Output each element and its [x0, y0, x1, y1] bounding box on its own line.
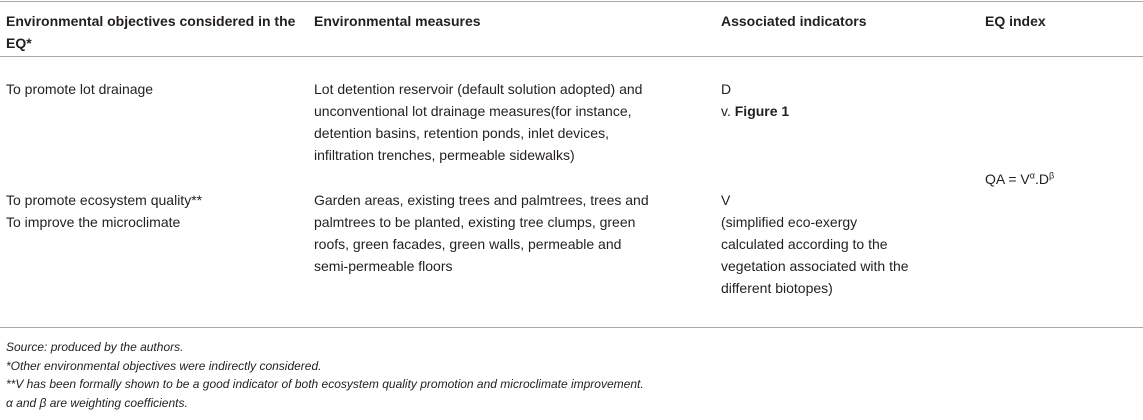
- footnote-1: *Other environmental objectives were indirectly considered.: [6, 358, 322, 373]
- header-eq-index: EQ index: [985, 13, 1046, 29]
- row1-indicator-letter: D: [721, 81, 732, 97]
- row2-indicator-letter: V: [721, 192, 731, 208]
- table-bottom-rule: [0, 327, 1143, 328]
- eq-index-exp-alpha: α: [1029, 170, 1035, 181]
- figure-1-link[interactable]: Figure 1: [734, 103, 790, 119]
- footnote-3: α and β are weighting coefficients.: [6, 395, 188, 410]
- row2-measures: Garden areas, existing trees and palmtrees, trees and palmtrees to be planted, existing tree clumps, green roofs, green facades, green walls, permeable and semi-permeable floors: [314, 192, 649, 274]
- row1-measures: Lot detention reservoir (default solution adopted) and unconventional lot drainage measures(for instance, detention basins, retention ponds, inlet devices, infiltration trenches, permeable sidewalks): [314, 81, 643, 163]
- row2-objective-line1: To promote ecosystem quality**: [6, 192, 203, 208]
- row2-objective: [6, 189, 296, 233]
- table-top-rule: [0, 1, 1143, 2]
- header-measures: Environmental measures: [314, 13, 481, 29]
- eq-index-formula: [985, 168, 1135, 190]
- row1-indicator-ref: [721, 100, 951, 122]
- row1-indicator-ref-prefix: v.: [721, 103, 731, 119]
- eq-index-prefix: QA = V: [985, 171, 1030, 187]
- eq-index-exp-beta: β: [1048, 170, 1055, 181]
- table-footnotes: [6, 338, 1136, 412]
- table-header-rule: [0, 56, 1143, 57]
- row2-indicator-desc: (simplified eco-exergy calculated according to the vegetation associated with the different biotopes): [721, 214, 909, 296]
- row1-objective: To promote lot drainage: [6, 81, 154, 97]
- footnote-source: Source: produced by the authors.: [6, 340, 184, 354]
- header-objectives: Environmental objectives considered in the EQ*: [6, 13, 296, 51]
- header-indicators: Associated indicators: [721, 13, 867, 29]
- eq-index-middle: .D: [1034, 171, 1049, 187]
- row2-indicator: [721, 189, 911, 299]
- row1-indicator: [721, 78, 951, 122]
- footnote-2: **V has been formally shown to be a good indicator of both ecosystem quality promotion and microclimate improvement.: [6, 377, 644, 391]
- row2-objective-line2: To improve the microclimate: [6, 214, 181, 230]
